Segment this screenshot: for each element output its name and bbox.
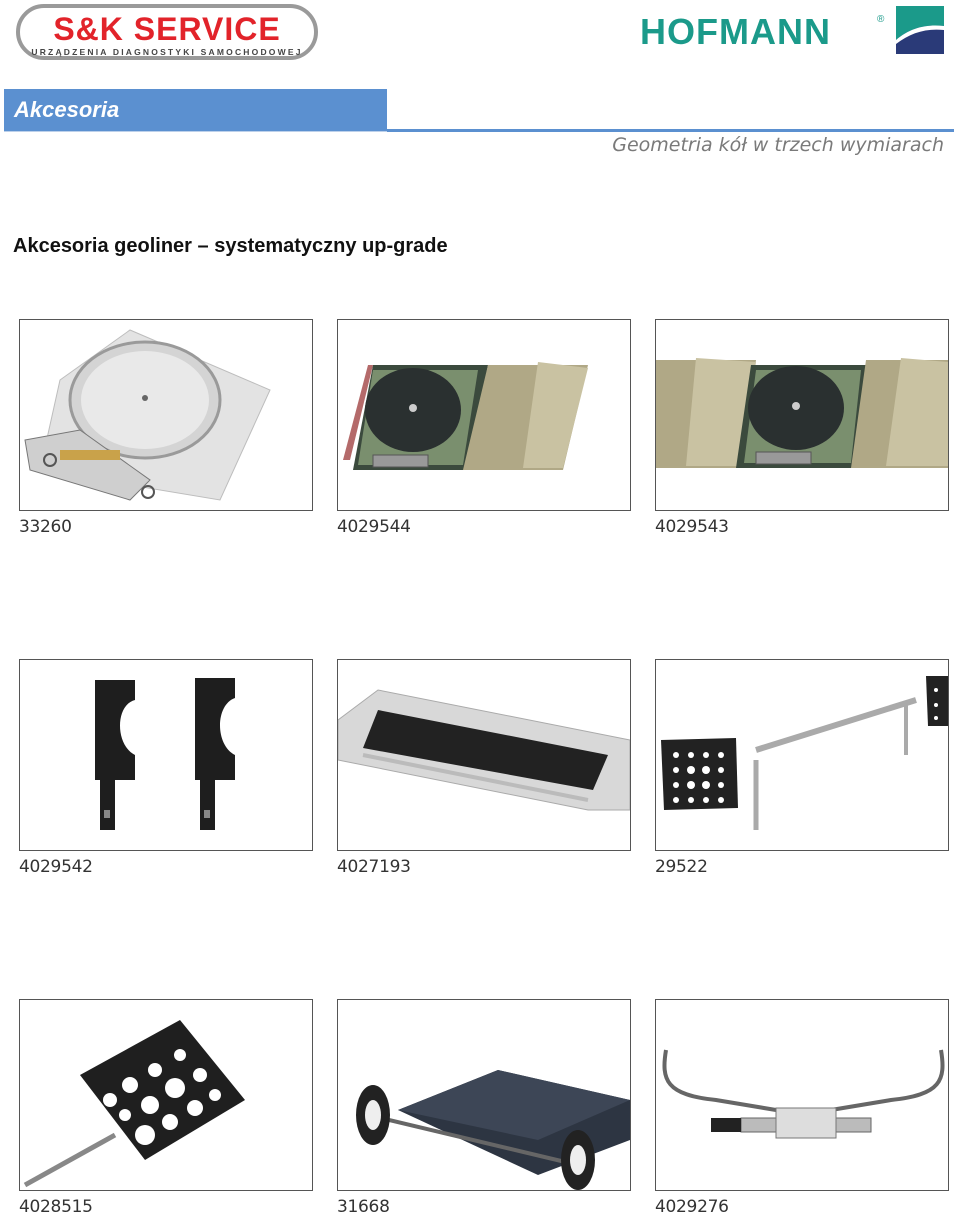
product-code: 31668 bbox=[337, 1197, 390, 1217]
product-image-frame bbox=[19, 999, 313, 1191]
target-plate-icon bbox=[20, 1000, 312, 1190]
product-image-frame bbox=[655, 999, 949, 1191]
wheel-clamp-icon bbox=[656, 1000, 948, 1190]
sk-service-tagline: URZĄDZENIA DIAGNOSTYKI SAMOCHODOWEJ bbox=[31, 47, 303, 57]
product-code: 4029276 bbox=[655, 1197, 729, 1217]
sk-service-logo bbox=[16, 4, 318, 60]
product-code: 4029542 bbox=[19, 857, 93, 877]
hofmann-logo bbox=[640, 6, 946, 54]
sk-service-brand: S&K SERVICE bbox=[53, 11, 281, 47]
product-image-frame bbox=[337, 319, 631, 511]
product-card bbox=[655, 659, 949, 877]
product-code: 33260 bbox=[19, 517, 72, 537]
turntable-double-ramps-icon bbox=[656, 320, 948, 510]
product-image-frame bbox=[19, 659, 313, 851]
product-code: 29522 bbox=[655, 857, 708, 877]
product-image-frame bbox=[655, 319, 949, 511]
turntable-with-ramps-icon bbox=[338, 320, 630, 510]
wheeled-plate-icon bbox=[338, 1000, 630, 1190]
product-code: 4027193 bbox=[337, 857, 411, 877]
product-card bbox=[655, 319, 949, 537]
section-divider bbox=[387, 129, 954, 132]
target-bar-icon bbox=[656, 660, 948, 850]
hofmann-emblem-icon bbox=[896, 6, 944, 54]
product-code: 4029544 bbox=[337, 517, 411, 537]
section-label: Akcesoria bbox=[14, 97, 120, 122]
page-title: Akcesoria geoliner – systematyczny up-grade bbox=[13, 235, 448, 257]
product-card bbox=[19, 999, 313, 1217]
holder-brackets-icon bbox=[20, 660, 312, 850]
section-header-bar bbox=[4, 89, 387, 131]
product-card bbox=[337, 659, 631, 877]
slide-plate-icon bbox=[338, 660, 630, 850]
product-image-frame bbox=[337, 999, 631, 1191]
hofmann-brand: HOFMANN bbox=[640, 11, 831, 52]
product-code: 4029543 bbox=[655, 517, 729, 537]
turntable-icon bbox=[20, 320, 312, 510]
product-image-frame bbox=[19, 319, 313, 511]
page-subtitle: Geometria kół w trzech wymiarach bbox=[612, 134, 944, 156]
product-card bbox=[337, 319, 631, 537]
product-card bbox=[19, 319, 313, 537]
product-card bbox=[337, 999, 631, 1217]
product-card bbox=[655, 999, 949, 1217]
section-divider-thin bbox=[4, 131, 387, 132]
hofmann-reg-mark: ® bbox=[877, 14, 885, 25]
product-code: 4028515 bbox=[19, 1197, 93, 1217]
product-card bbox=[19, 659, 313, 877]
product-image-frame bbox=[655, 659, 949, 851]
product-image-frame bbox=[337, 659, 631, 851]
